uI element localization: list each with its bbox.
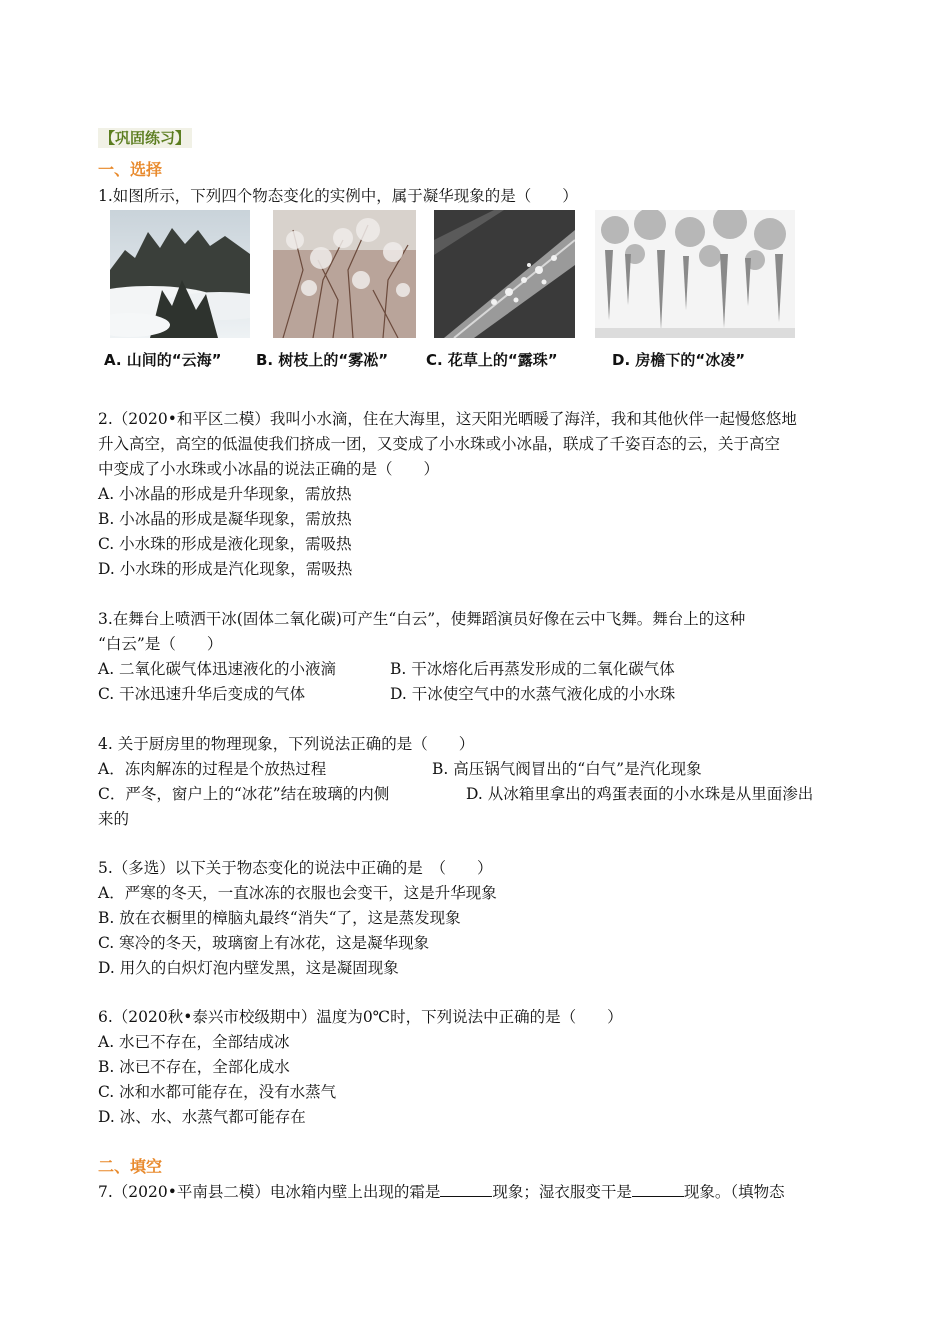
q4-option-d: D. 从冰箱里拿出的鸡蛋表面的小水珠是从里面渗出 — [466, 785, 814, 803]
q3-option-c: C. 干冰迅速升华后变成的气体 — [98, 685, 306, 703]
q7-text-part-1: 7.（2020•平南县二模）电冰箱内壁上出现的霜是 — [98, 1183, 441, 1201]
q5-option-d: D. 用久的白炽灯泡内壁发黑，这是凝固现象 — [98, 959, 399, 977]
q5-option-b: B. 放在衣橱里的樟脑丸最终“消失“了，这是蒸发现象 — [98, 909, 461, 927]
q4-option-d-continuation: 来的 — [98, 810, 130, 828]
q1-caption-d: D. 房檐下的“冰凌” — [612, 351, 746, 369]
question-7-line — [98, 1182, 785, 1202]
question-4-stem: 4. 关于厨房里的物理现象，下列说法正确的是（ ） — [98, 735, 475, 753]
q2-option-c: C. 小水珠的形成是液化现象，需吸热 — [98, 535, 352, 553]
photo-rime-branches — [273, 210, 416, 338]
q6-option-b: B. 冰已不存在，全部化成水 — [98, 1058, 290, 1076]
q6-option-d: D. 冰、水、水蒸气都可能存在 — [98, 1108, 306, 1126]
q1-caption-a: A. 山间的“云海” — [104, 351, 222, 369]
question-3-line-2: “白云”是（ ） — [98, 635, 223, 653]
question-3-line-1: 3.在舞台上喷洒干冰(固体二氧化碳)可产生“白云”，使舞蹈演员好像在云中飞舞。舞台上的这种 — [98, 610, 746, 628]
q7-blank-1[interactable] — [440, 1182, 492, 1197]
q6-option-c: C. 冰和水都可能存在，没有水蒸气 — [98, 1083, 337, 1101]
q1-caption-b: B. 树枝上的“雾凇” — [256, 351, 389, 369]
q3-option-b: B. 干冰熔化后再蒸发形成的二氧化碳气体 — [390, 660, 675, 678]
photo-sea-of-clouds — [110, 210, 250, 338]
q4-option-b: B. 高压锅气阀冒出的“白气”是汽化现象 — [432, 760, 702, 778]
section-title-fill-in: 二、填空 — [98, 1157, 163, 1176]
q2-option-a: A. 小冰晶的形成是升华现象，需放热 — [98, 485, 352, 503]
q1-caption-c: C. 花草上的“露珠” — [426, 351, 558, 369]
q5-option-c: C. 寒冷的冬天，玻璃窗上有冰花，这是凝华现象 — [98, 934, 430, 952]
q2-option-d: D. 小水珠的形成是汽化现象，需吸热 — [98, 560, 353, 578]
question-6-stem: 6.（2020秋•泰兴市校级期中）温度为0℃时，下列说法中正确的是（ ） — [98, 1008, 623, 1026]
question-5-stem: 5.（多选）以下关于物态变化的说法中正确的是 （ ） — [98, 859, 493, 877]
section-title-choice: 一、选择 — [98, 160, 163, 179]
photo-dew-on-grass — [434, 210, 575, 338]
q7-text-part-2: 现象；湿衣服变干是 — [492, 1183, 632, 1201]
practice-tag: 【巩固练习】 — [100, 129, 191, 147]
q6-option-a: A. 水已不存在，全部结成冰 — [98, 1033, 290, 1051]
q3-option-a: A. 二氧化碳气体迅速液化的小液滴 — [98, 660, 337, 678]
q3-option-d: D. 干冰使空气中的水蒸气液化成的小水珠 — [390, 685, 676, 703]
question-2-line-2: 升入高空，高空的低温使我们挤成一团，又变成了小水珠或小冰晶，联成了千姿百态的云，关于高空 — [98, 435, 781, 453]
q7-text-part-3: 现象。（填物态 — [683, 1183, 785, 1201]
q4-option-a: A．冻肉解冻的过程是个放热过程 — [98, 760, 327, 778]
q4-option-c: C．严冬，窗户上的“冰花”结在玻璃的内侧 — [98, 785, 390, 803]
q5-option-a: A．严寒的冬天，一直冰冻的衣服也会变干，这是升华现象 — [98, 884, 497, 902]
photo-icicles-eaves — [595, 210, 795, 338]
question-1-stem: 1.如图所示，下列四个物态变化的实例中，属于凝华现象的是（ ） — [98, 187, 578, 205]
q2-option-b: B. 小冰晶的形成是凝华现象，需放热 — [98, 510, 352, 528]
question-2-line-1: 2.（2020•和平区二模）我叫小水滴，住在大海里，这天阳光晒暖了海洋，我和其他伙伴一起慢悠悠地 — [98, 410, 797, 428]
q7-blank-2[interactable] — [632, 1182, 684, 1197]
question-2-line-3: 中变成了小水珠或小冰晶的说法正确的是（ ） — [98, 460, 440, 478]
